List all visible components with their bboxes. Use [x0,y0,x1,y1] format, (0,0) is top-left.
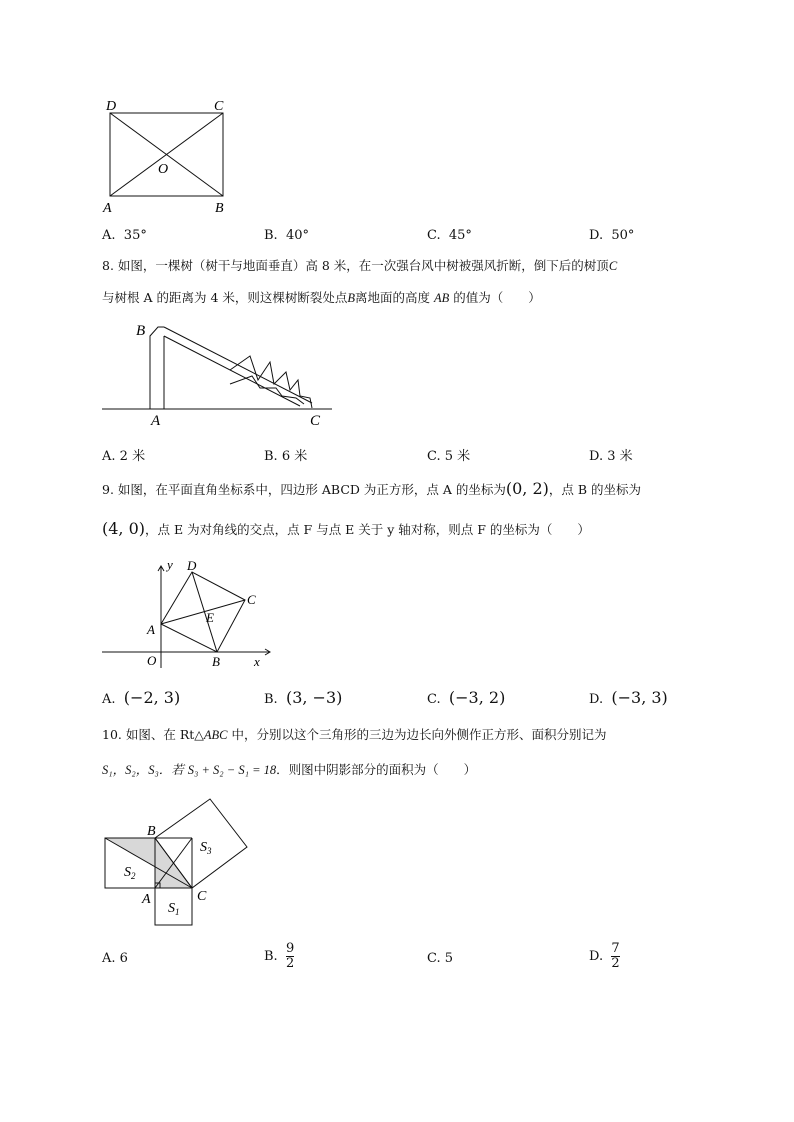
q10-question-line2: S₁，S₂，S₃．若 S₃ + S₂ − S₁ = 18．则图中阴影部分的面积为（ ） [102,762,477,777]
q8-option-d: D. 3 米 [589,449,633,464]
q7-rectangle-figure [100,95,240,217]
q10-label-C: C [197,889,207,904]
q8-label-A: A [151,413,161,429]
q7-label-A: A [103,201,112,216]
q8-question-line2: 与树根 A 的距离为 4 米，则这棵树断裂处点B离地面的高度 AB 的值为（ ） [102,290,541,305]
q7-option-b: B. 40° [264,228,309,243]
q10-fraction-b: $\frac{9}{2}$ [285,941,295,971]
q7-option-a: A. 35° [102,228,147,243]
q9-label-y: y [167,557,173,572]
q9-label-D: D [187,558,197,573]
q9-label-O: O [147,653,157,668]
q9-option-b: B. (3, −3) [264,688,343,707]
q8-option-c: C. 5 米 [427,449,471,464]
q8-question-line1: 8. 如图，一棵树（树干与地面垂直）高 8 米，在一次强台风中树被强风折断，倒下后的树顶C [102,258,618,273]
q9-label-C: C [247,592,256,607]
q10-squares-figure [100,796,255,931]
q9-question-line1: 9. 如图，在平面直角坐标系中，四边形 ABCD 为正方形，点 A 的坐标为(0, 2)，点 B 的坐标为 [102,479,642,498]
q8-label-B: B [136,323,146,339]
q10-option-b: B. $\frac{9}{2}$ [264,941,295,971]
q7-label-D: D [106,99,117,114]
q7-label-C: C [214,99,224,114]
q9-label-E: E [206,610,214,625]
q9-coordinate-figure [100,556,280,671]
q10-label-B: B [147,824,156,839]
q10-question-line1: 10. 如图、在 Rt△ABC 中，分别以这个三角形的三边为边长向外侧作正方形、面积分别记为 [102,727,607,742]
q10-label-S2: $S_2$ [124,865,136,881]
q9-option-c: C. (−3, 2) [427,688,506,707]
q10-label-A: A [142,892,151,907]
q7-label-O: O [158,162,169,177]
q10-option-c: C. 5 [427,951,454,966]
q8-broken-tree-figure [100,318,340,430]
q10-option-d: D. $\frac{7}{2}$ [589,941,620,971]
q10-label-S3: $S_3$ [200,840,212,856]
q7-option-c: C. 45° [427,228,472,243]
q8-label-C: C [310,413,321,429]
q10-fraction-d: $\frac{7}{2}$ [611,941,620,971]
q10-option-a: A. 6 [102,951,128,966]
q7-option-d: D. 50° [589,228,635,243]
q9-label-B: B [212,654,220,669]
q8-option-a: A. 2 米 [102,449,146,464]
q7-label-B: B [215,201,224,216]
q9-option-d: D. (−3, 3) [589,688,668,707]
q9-question-line2: (4, 0)，点 E 为对角线的交点，点 F 与点 E 关于 y 轴对称，则点 F 的坐标为（ ） [102,519,590,538]
q9-label-x: x [254,654,260,669]
q9-label-A: A [147,622,155,637]
q9-option-a: A. (−2, 3) [102,688,181,707]
q8-option-b: B. 6 米 [264,449,308,464]
q10-label-S1: $S_1$ [168,901,180,917]
